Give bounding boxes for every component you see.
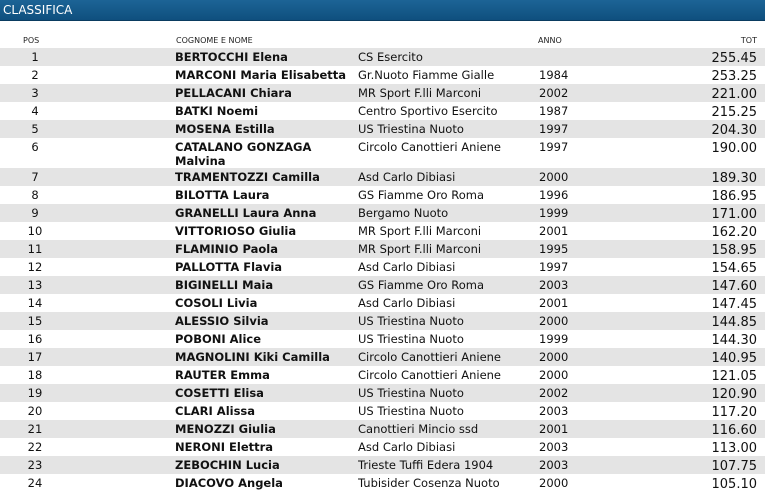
row-club: Asd Carlo Dibiasi	[358, 440, 456, 454]
row-total: 154.65	[711, 261, 757, 276]
row-pos: 20	[27, 404, 43, 418]
row-total: 171.00	[619, 204, 765, 222]
row-year: 2000	[539, 168, 619, 186]
row-spacer	[70, 168, 175, 186]
row-club: US Triestina Nuoto	[358, 120, 539, 138]
row-name: MAGNOLINI Kiki Camilla	[175, 348, 358, 366]
table-row	[0, 258, 765, 276]
column-header-name: COGNOME E NOME	[176, 36, 253, 45]
section-title: CLASSIFICA	[3, 3, 73, 17]
row-spacer	[70, 240, 175, 258]
row-pos: 9	[0, 204, 70, 222]
row-spacer	[70, 456, 175, 474]
row-pos: 19	[0, 384, 70, 402]
row-pos: 21	[0, 420, 70, 438]
row-year: 2001	[539, 296, 569, 310]
row-year: 2000	[539, 348, 619, 366]
row-pos: 10	[27, 224, 43, 238]
row-spacer	[70, 366, 175, 384]
table-row	[0, 222, 765, 240]
row-club: Gr.Nuoto Fiamme Gialle	[358, 68, 495, 82]
row-pos: 22	[27, 440, 43, 454]
row-club: Trieste Tuffi Edera 1904	[358, 456, 539, 474]
row-name: BATKI Noemi	[175, 104, 259, 118]
column-headers	[0, 34, 765, 48]
row-club: Centro Sportivo Esercito	[358, 104, 498, 118]
row-year: 1987	[539, 104, 569, 118]
table-row	[0, 402, 765, 420]
row-spacer	[70, 276, 175, 294]
row-name: BERTOCCHI Elena	[175, 48, 358, 66]
row-spacer	[70, 186, 175, 204]
table-row	[0, 240, 765, 258]
row-spacer	[70, 348, 175, 366]
row-total: 120.90	[619, 384, 765, 402]
row-club: US Triestina Nuoto	[358, 404, 464, 418]
row-spacer	[70, 420, 175, 438]
row-spacer	[70, 312, 175, 330]
row-pos: 8	[31, 188, 39, 202]
row-total: 116.60	[619, 420, 765, 438]
table-row	[0, 384, 765, 402]
row-year: 1984	[539, 68, 569, 82]
row-name: COSOLI Livia	[175, 296, 258, 310]
row-pos: 6	[31, 140, 39, 154]
row-total: 113.00	[711, 441, 757, 456]
row-pos: 4	[31, 104, 39, 118]
row-name: PELLACANI Chiara	[175, 84, 358, 102]
table-row	[0, 186, 765, 204]
row-name: MARCONI Maria Elisabetta	[175, 68, 347, 82]
row-club: US Triestina Nuoto	[358, 312, 539, 330]
row-total: 255.45	[619, 48, 765, 66]
row-total: 253.25	[711, 69, 757, 84]
column-header-pos: POS	[23, 36, 40, 45]
row-name: DIACOVO Angela	[175, 476, 283, 490]
row-spacer	[70, 438, 175, 456]
row-spacer	[70, 402, 175, 420]
table-row	[0, 84, 765, 102]
row-year: 2001	[539, 224, 569, 238]
row-total: 162.20	[711, 225, 757, 240]
row-spacer	[70, 120, 175, 138]
row-spacer	[70, 258, 175, 276]
row-year: 1999	[539, 204, 619, 222]
table-row	[0, 120, 765, 138]
row-spacer	[70, 138, 175, 168]
row-year: 1999	[539, 332, 569, 346]
row-year: 1995	[539, 240, 619, 258]
row-name: PALLOTTA Flavia	[175, 260, 283, 274]
row-year: 1997	[539, 120, 619, 138]
row-total: 189.30	[619, 168, 765, 186]
row-spacer	[70, 84, 175, 102]
table-row	[0, 312, 765, 330]
row-year: 2000	[539, 476, 569, 490]
row-club: Bergamo Nuoto	[358, 204, 539, 222]
row-pos: 1	[0, 48, 70, 66]
row-club: Circolo Canottieri Aniene	[358, 140, 502, 154]
row-spacer	[70, 66, 175, 84]
row-total: 147.45	[711, 297, 757, 312]
row-name: COSETTI Elisa	[175, 384, 358, 402]
row-pos: 13	[0, 276, 70, 294]
row-year: 2000	[539, 312, 619, 330]
table-row	[0, 204, 765, 222]
row-year: 2003	[539, 276, 619, 294]
row-year: 1997	[539, 140, 569, 154]
row-total: 190.00	[711, 141, 757, 156]
row-club: Asd Carlo Dibiasi	[358, 296, 456, 310]
row-club: MR Sport F.lli Marconi	[358, 84, 539, 102]
ranking-table	[0, 48, 765, 492]
row-pos: 17	[0, 348, 70, 366]
row-name: MOSENA Estilla	[175, 120, 358, 138]
row-name: FLAMINIO Paola	[175, 240, 358, 258]
row-pos: 16	[27, 332, 43, 346]
row-total: 107.75	[619, 456, 765, 474]
table-row	[0, 330, 765, 348]
table-row	[0, 102, 765, 120]
row-year: 2002	[539, 84, 619, 102]
row-club: GS Fiamme Oro Roma	[358, 188, 485, 202]
table-row	[0, 66, 765, 84]
row-total: 221.00	[619, 84, 765, 102]
row-club: MR Sport F.lli Marconi	[358, 240, 539, 258]
table-row	[0, 348, 765, 366]
row-name: GRANELLI Laura Anna	[175, 204, 358, 222]
row-pos: 14	[27, 296, 43, 310]
row-total: 186.95	[711, 189, 757, 204]
row-year: 2003	[539, 440, 569, 454]
ranking-table-body	[0, 48, 765, 492]
row-name: BILOTTA Laura	[175, 188, 270, 202]
row-total: 144.85	[619, 312, 765, 330]
row-year: 2000	[539, 368, 569, 382]
row-year: 1997	[539, 260, 569, 274]
row-spacer	[70, 384, 175, 402]
row-total: 144.30	[711, 333, 757, 348]
row-club: Tubisider Cosenza Nuoto	[358, 476, 500, 490]
row-year: 1996	[539, 188, 569, 202]
row-name: NERONI Elettra	[175, 440, 274, 454]
column-header-year: ANNO	[538, 36, 562, 45]
row-year: 2001	[539, 420, 619, 438]
table-row	[0, 474, 765, 492]
row-spacer	[70, 102, 175, 120]
row-spacer	[70, 204, 175, 222]
table-row	[0, 138, 765, 168]
row-spacer	[70, 294, 175, 312]
row-club: Asd Carlo Dibiasi	[358, 260, 456, 274]
row-pos: 24	[27, 476, 43, 490]
row-name: ZEBOCHIN Lucia	[175, 456, 358, 474]
row-spacer	[70, 474, 175, 492]
row-total: 121.05	[711, 369, 757, 384]
row-pos: 12	[27, 260, 43, 274]
row-name: BIGINELLI Maia	[175, 276, 358, 294]
row-pos: 18	[27, 368, 43, 382]
column-header-total: TOT	[740, 36, 757, 45]
table-row	[0, 420, 765, 438]
row-club: MR Sport F.lli Marconi	[358, 224, 482, 238]
table-row	[0, 456, 765, 474]
row-total: 105.10	[711, 477, 757, 492]
row-year: 2003	[539, 456, 619, 474]
row-total: 117.20	[711, 405, 757, 420]
row-club: US Triestina Nuoto	[358, 332, 464, 346]
row-pos: 15	[0, 312, 70, 330]
row-pos: 3	[0, 84, 70, 102]
table-row	[0, 294, 765, 312]
row-total: 147.60	[619, 276, 765, 294]
row-year: 2003	[539, 404, 569, 418]
row-name: ALESSIO Silvia	[175, 312, 358, 330]
row-name: TRAMENTOZZI Camilla	[175, 168, 358, 186]
row-total: 140.95	[619, 348, 765, 366]
table-row	[0, 438, 765, 456]
row-club: GS Fiamme Oro Roma	[358, 276, 539, 294]
row-name: POBONI Alice	[175, 332, 262, 346]
row-pos: 2	[31, 68, 39, 82]
table-row	[0, 276, 765, 294]
row-pos: 7	[0, 168, 70, 186]
row-name: CATALANO GONZAGA Malvina	[175, 140, 312, 168]
row-club: Circolo Canottieri Aniene	[358, 368, 502, 382]
table-row	[0, 48, 765, 66]
row-pos: 5	[0, 120, 70, 138]
row-spacer	[70, 330, 175, 348]
row-name: MENOZZI Giulia	[175, 420, 358, 438]
row-spacer	[70, 222, 175, 240]
row-name: RAUTER Emma	[175, 368, 270, 382]
row-spacer	[70, 48, 175, 66]
row-total: 215.25	[711, 105, 757, 120]
row-total: 158.95	[619, 240, 765, 258]
table-row	[0, 366, 765, 384]
table-row	[0, 168, 765, 186]
row-name: CLARI Alissa	[175, 404, 256, 418]
row-club: CS Esercito	[358, 48, 539, 66]
row-year: 2002	[539, 384, 619, 402]
row-pos: 11	[0, 240, 70, 258]
row-pos: 23	[0, 456, 70, 474]
row-year	[539, 48, 619, 66]
section-title-bar	[0, 0, 765, 21]
row-club: Asd Carlo Dibiasi	[358, 168, 539, 186]
row-club: US Triestina Nuoto	[358, 384, 539, 402]
row-total: 204.30	[619, 120, 765, 138]
row-club: Canottieri Mincio ssd	[358, 420, 539, 438]
row-club: Circolo Canottieri Aniene	[358, 348, 539, 366]
row-name: VITTORIOSO Giulia	[175, 224, 297, 238]
